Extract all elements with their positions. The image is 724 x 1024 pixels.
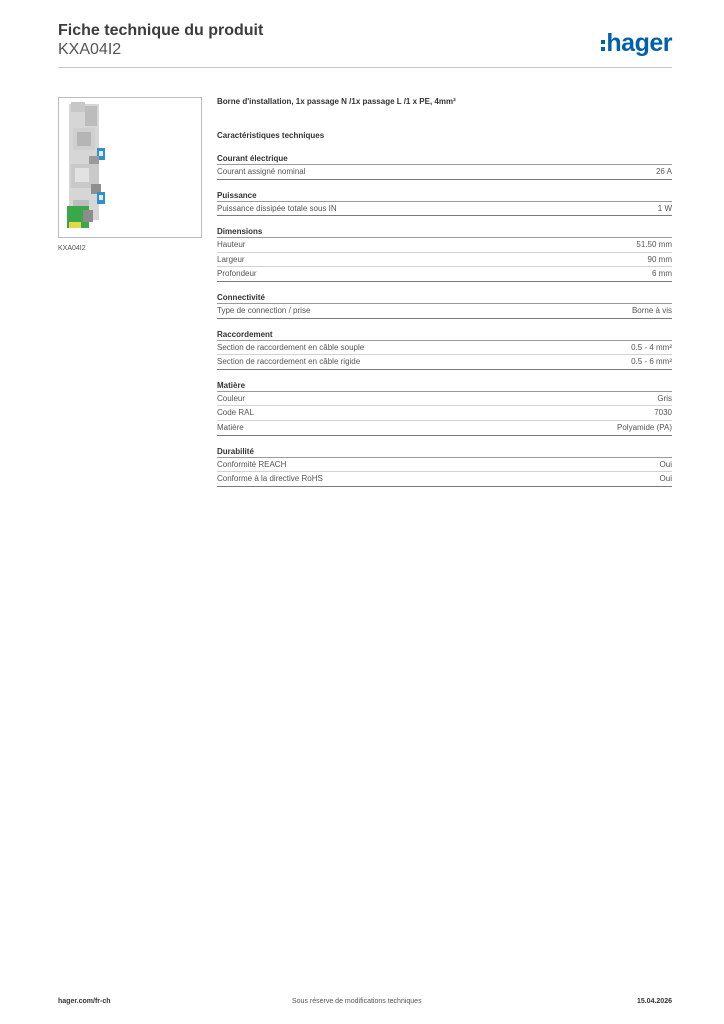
spec-label: Courant assigné nominal [217,167,306,176]
spec-group-title: Dimensions [217,226,672,238]
spec-value: 6 mm [652,269,672,279]
spec-row [217,304,672,319]
spec-value: Gris [657,393,672,403]
page-header [58,22,672,68]
spec-value: Oui [659,474,672,484]
spec-label: Puissance dissipée totale sous IN [217,203,337,213]
footer-date: 15.04.2026 [636,998,672,1005]
spec-label: Hauteur [217,240,246,250]
spec-group-title: Raccordement [217,329,672,341]
spec-row [217,458,672,473]
footer-disclaimer: Sous réserve de modifications techniques [292,998,422,1005]
spec-group [217,153,672,180]
spec-group [217,226,672,282]
terminal-block-illustration [59,98,201,237]
product-image [58,97,202,238]
spec-label: Profondeur [217,269,257,279]
spec-group-title: Puissance [217,190,672,202]
footer-website-link[interactable]: hager.com/fr-ch [58,998,111,1005]
header-divider [58,67,672,68]
spec-row [217,392,672,407]
spec-label: Type de connection / prise [217,305,311,315]
spec-row [217,472,672,487]
image-caption: KXA04I2 [58,245,86,252]
spec-value: Borne à vis [631,305,672,315]
spec-value: 90 mm [647,254,672,264]
spec-group [217,329,672,370]
spec-value: 0.5 - 4 mm² [631,342,672,352]
spec-value: 1 W [657,203,672,213]
spec-label: Conformité REACH [217,459,287,469]
spec-value: 51.50 mm [636,240,672,250]
spec-label: Conforme à la directive RoHS [217,474,323,484]
spec-groups [217,153,672,487]
spec-group [217,446,672,487]
spec-group [217,190,672,217]
hager-logo[interactable] [601,28,672,58]
spec-row [217,267,672,282]
spec-group [217,292,672,319]
spec-group-title: Connectivité [217,292,672,304]
spec-row [217,253,672,268]
spec-label: Couleur [217,393,246,403]
spec-group-title: Durabilité [217,446,672,458]
product-description: Borne d'installation, 1x passage N /1x passage L /1 x PE, 4mm² [217,97,456,106]
document-title: Fiche technique du produit [58,22,264,39]
product-code: KXA04I2 [58,41,122,58]
spec-label: Matière [217,422,244,432]
spec-row [217,165,672,180]
spec-value: 26 A [655,167,672,176]
spec-group-title: Matière [217,380,672,392]
spec-row [217,202,672,217]
spec-value: Oui [659,459,672,469]
logo-dots-icon [601,40,605,51]
specs-heading: Caractéristiques techniques [217,131,325,140]
spec-value: 7030 [654,408,672,418]
spec-row [217,421,672,436]
spec-value: 0.5 - 6 mm² [631,357,672,367]
spec-content [217,96,672,487]
spec-label: Largeur [217,254,245,264]
spec-row [217,406,672,421]
spec-label: Section de raccordement en câble rigide [217,357,361,367]
spec-row [217,238,672,253]
spec-label: Code RAL [217,408,254,418]
spec-row [217,355,672,370]
spec-value: Polyamide (PA) [617,422,672,432]
spec-row [217,341,672,356]
spec-group [217,380,672,436]
logo-text: hager [606,29,672,57]
spec-group-title: Courant électrique [217,153,672,165]
spec-label: Section de raccordement en câble souple [217,342,365,352]
